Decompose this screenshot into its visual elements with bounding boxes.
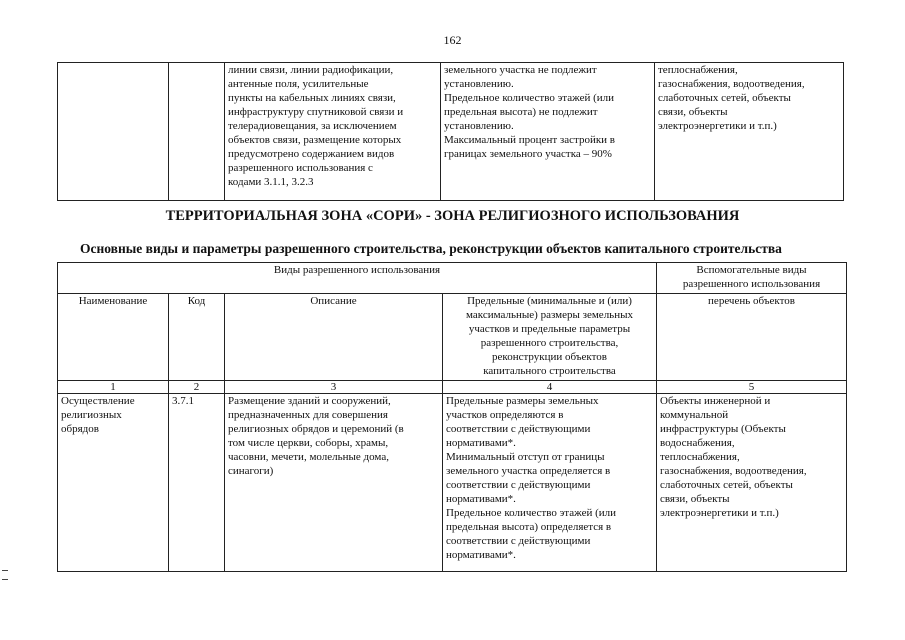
section-title: Основные виды и параметры разрешенного строительства, реконструкции объектов капитального строительства	[80, 241, 782, 256]
continuation-table	[57, 62, 844, 201]
table-row	[58, 63, 844, 201]
code-cell	[169, 63, 225, 201]
column-number: 5	[657, 381, 847, 394]
margin-mark	[2, 570, 8, 580]
header-aux: Вспомогательные виды разрешенного использования	[657, 263, 847, 294]
column-number: 2	[169, 381, 225, 394]
use-limits-cell: Предельные размеры земельных участков определяются в соответствии с действующими нормативами*. Минимальный отступ от границы земельного участка определяется в соответствии с действующими нормативами*. Предельное количество этажей (или предельная высота) определяется в соответствии с действующими нормативами*.	[443, 394, 657, 572]
column-number: 4	[443, 381, 657, 394]
zoning-table	[57, 262, 847, 572]
use-description-cell: Размещение зданий и сооружений, предназначенных для совершения религиозных обрядов и церемоний (в том числе церкви, соборы, храмы, часовни, мечети, молельные дома, синагоги)	[225, 394, 443, 572]
column-header-row	[58, 294, 847, 381]
column-header-description: Описание	[225, 294, 443, 381]
header-group: Виды разрешенного использования	[58, 263, 657, 294]
header-row	[58, 263, 847, 294]
use-code-cell: 3.7.1	[169, 394, 225, 572]
use-objects-cell: Объекты инженерной и коммунальной инфраструктуры (Объекты водоснабжения, теплоснабжения, газоснабжения, водоотведения, слаботочных сетей, объекты связи, объекты электроэнергетики и т.п.)	[657, 394, 847, 572]
page-number: 162	[443, 33, 462, 47]
column-number: 3	[225, 381, 443, 394]
column-header-objects: перечень объектов	[657, 294, 847, 381]
auxiliary-cell: теплоснабжения, газоснабжения, водоотведения, слаботочных сетей, объекты связи, объекты электроэнергетики и т.п.)	[655, 63, 844, 201]
column-number-row	[58, 381, 847, 394]
table-row	[58, 394, 847, 572]
zone-title: ТЕРРИТОРИАЛЬНАЯ ЗОНА «СОРИ» - ЗОНА РЕЛИГИОЗНОГО ИСПОЛЬЗОВАНИЯ	[165, 208, 740, 224]
column-header-code: Код	[169, 294, 225, 381]
column-header-limits: Предельные (минимальные и (или) максимальные) размеры земельных участков и предельные параметры разрешенного строительства, реконструкции объектов капитального строительства	[443, 294, 657, 381]
name-cell	[58, 63, 169, 201]
description-cell: линии связи, линии радиофикации, антенные поля, усилительные пункты на кабельных линиях связи, инфраструктуру спутниковой связи и телерадиовещания, за исключением объектов связи, размещение которых предусмотрено содержанием видов разрешенного использования с кодами 3.1.1, 3.2.3	[225, 63, 441, 201]
column-number: 1	[58, 381, 169, 394]
use-name-cell: Осуществление религиозных обрядов	[58, 394, 169, 572]
column-header-name: Наименование	[58, 294, 169, 381]
parameters-cell: земельного участка не подлежит установлению. Предельное количество этажей (или предельная высота) не подлежит установлению. Максимальный процент застройки в границах земельного участка – 90%	[441, 63, 655, 201]
